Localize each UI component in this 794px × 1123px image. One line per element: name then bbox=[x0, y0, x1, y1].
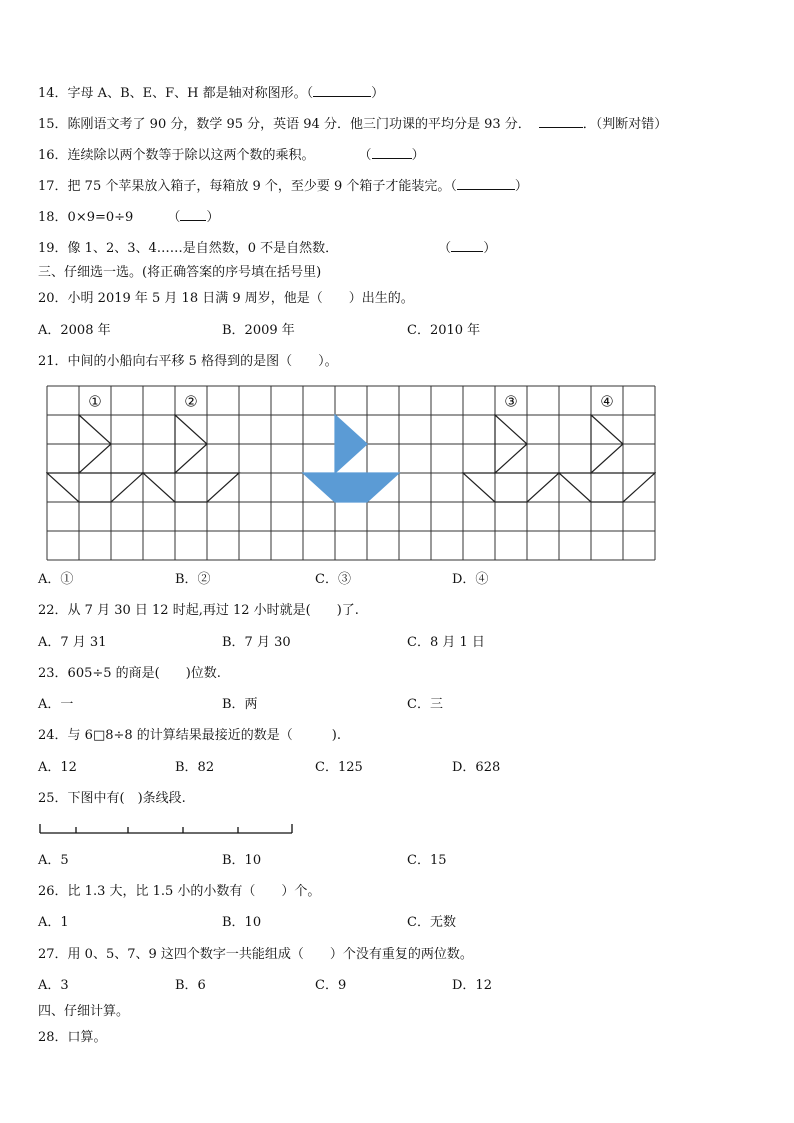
boat-2-hull bbox=[143, 473, 239, 502]
question-26-text: 26．比 1.3 大，比 1.5 小的小数有（ ）个。 bbox=[38, 884, 321, 899]
option-27-a[interactable]: A．3 bbox=[38, 978, 69, 993]
figure-label-3: ③ bbox=[504, 392, 518, 411]
boat-4-hull bbox=[559, 473, 655, 502]
question-14: 14．字母 A、B、E、F、H 都是轴对称图形。（ ） bbox=[38, 86, 385, 101]
question-27-text: 27．用 0、5、7、9 这四个数字一共能组成（ ）个没有重复的两位数。 bbox=[38, 947, 473, 962]
question-22-text: 22．从 7 月 30 日 12 时起,再过 12 小时就是( )了. bbox=[38, 603, 359, 618]
question-28-text: 28．口算。 bbox=[38, 1030, 107, 1045]
answer-blank-19[interactable] bbox=[451, 239, 483, 252]
option-26-b[interactable]: B．10 bbox=[222, 915, 262, 930]
section-3-heading: 三、仔细选一选。(将正确答案的序号填在括号里) bbox=[38, 265, 322, 280]
option-20-c[interactable]: C．2010 年 bbox=[407, 323, 481, 338]
option-27-b[interactable]: B．6 bbox=[175, 978, 206, 993]
option-25-a[interactable]: A．5 bbox=[38, 853, 69, 868]
question-16-text: 16．连续除以两个数等于除以这两个数的乘积。 bbox=[38, 148, 315, 163]
boat-grid-figure bbox=[46, 385, 656, 561]
answer-blank-18[interactable] bbox=[180, 208, 206, 221]
option-24-a[interactable]: A．12 bbox=[38, 760, 77, 775]
option-22-a[interactable]: A．7 月 31 bbox=[38, 635, 107, 650]
question-14-text: 14．字母 A、B、E、F、H 都是轴对称图形。（ bbox=[38, 86, 314, 101]
option-26-c[interactable]: C．无数 bbox=[407, 915, 456, 930]
option-24-d[interactable]: D．628 bbox=[452, 760, 501, 775]
option-22-b[interactable]: B．7 月 30 bbox=[222, 635, 291, 650]
option-20-a[interactable]: A．2008 年 bbox=[38, 323, 111, 338]
question-18-text: 18．0×9=0÷9 bbox=[38, 210, 134, 225]
question-25-text: 25．下图中有( )条线段. bbox=[38, 791, 186, 806]
boat-original-sail bbox=[335, 415, 367, 473]
option-26-a[interactable]: A．1 bbox=[38, 915, 69, 930]
question-19-text: 19．像 1、2、3、4……是自然数，0 不是自然数． bbox=[38, 241, 339, 256]
boat-3-hull bbox=[463, 473, 559, 502]
option-25-c[interactable]: C．15 bbox=[407, 853, 447, 868]
option-24-c[interactable]: C．125 bbox=[315, 760, 363, 775]
option-23-c[interactable]: C．三 bbox=[407, 697, 443, 712]
option-27-c[interactable]: C．9 bbox=[315, 978, 347, 993]
answer-blank-15[interactable] bbox=[539, 115, 583, 128]
option-21-b[interactable]: B．② bbox=[175, 572, 211, 587]
option-24-b[interactable]: B．82 bbox=[175, 760, 215, 775]
option-22-c[interactable]: C．8 月 1 日 bbox=[407, 635, 485, 650]
answer-blank-14[interactable] bbox=[313, 84, 371, 97]
question-24-text: 24．与 6□8÷8 的计算结果最接近的数是（ ). bbox=[38, 728, 341, 743]
line-segment-figure bbox=[38, 820, 294, 836]
question-20-text: 20．小明 2019 年 5 月 18 日满 9 周岁，他是（ ）出生的。 bbox=[38, 291, 414, 306]
section-4-heading: 四、仔细计算。 bbox=[38, 1004, 130, 1019]
question-17: 17．把 75 个苹果放入箱子，每箱放 9 个，至少要 9 个箱子才能装完。（ ） bbox=[38, 179, 528, 194]
boat-1-hull bbox=[47, 473, 143, 502]
boat-original-hull bbox=[303, 473, 399, 502]
option-25-b[interactable]: B．10 bbox=[222, 853, 262, 868]
option-27-d[interactable]: D．12 bbox=[452, 978, 492, 993]
option-20-b[interactable]: B．2009 年 bbox=[222, 323, 295, 338]
option-23-b[interactable]: B．两 bbox=[222, 697, 258, 712]
question-17-text: 17．把 75 个苹果放入箱子，每箱放 9 个，至少要 9 个箱子才能装完。（ bbox=[38, 179, 457, 194]
question-18: 18．0×9=0÷9 （ ） bbox=[38, 210, 220, 225]
figure-label-2: ② bbox=[184, 392, 198, 411]
figure-label-1: ① bbox=[88, 392, 102, 411]
answer-blank-17[interactable] bbox=[457, 177, 515, 190]
question-21-text: 21．中间的小船向右平移 5 格得到的是图（ ）。 bbox=[38, 354, 338, 369]
option-21-a[interactable]: A．① bbox=[38, 572, 74, 587]
question-23-text: 23．605÷5 的商是( )位数. bbox=[38, 666, 221, 681]
figure-label-4: ④ bbox=[600, 392, 614, 411]
option-23-a[interactable]: A．一 bbox=[38, 697, 74, 712]
option-21-c[interactable]: C．③ bbox=[315, 572, 351, 587]
option-21-d[interactable]: D．④ bbox=[452, 572, 489, 587]
question-15-text: 15．陈刚语文考了 90 分，数学 95 分，英语 94 分．他三门功课的平均分是 93 分． bbox=[38, 117, 531, 132]
answer-blank-16[interactable] bbox=[372, 146, 412, 159]
question-19: 19．像 1、2、3、4……是自然数，0 不是自然数． （ ） bbox=[38, 241, 497, 256]
question-15: 15．陈刚语文考了 90 分，数学 95 分，英语 94 分．他三门功课的平均分是 93 分． ．（判断对错） bbox=[38, 117, 668, 132]
question-16: 16．连续除以两个数等于除以这两个数的乘积。 （ ） bbox=[38, 148, 425, 163]
